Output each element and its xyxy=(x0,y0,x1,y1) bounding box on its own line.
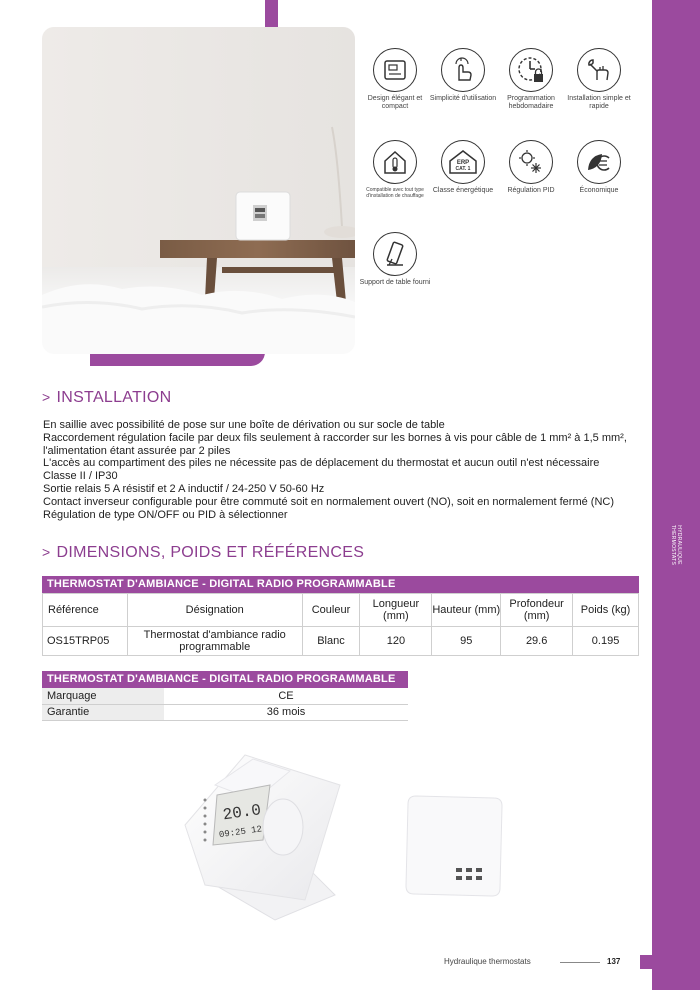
lifestyle-photo xyxy=(42,27,355,354)
cell-weight: 0.195 xyxy=(573,627,639,656)
side-category-label: HYDRAULIQUE THERMOSTATS xyxy=(670,524,682,566)
receiver-product-image xyxy=(400,792,510,902)
erp-label: ERP xyxy=(456,160,470,166)
marking-table xyxy=(42,688,408,721)
feature-pid: Régulation PID xyxy=(495,140,567,195)
clock-lock-icon xyxy=(509,48,553,92)
table-stand-icon xyxy=(373,232,417,276)
cell-length: 120 xyxy=(360,627,432,656)
feature-installation: Installation simple et rapide xyxy=(563,48,635,110)
cell-reference: OS15TRP05 xyxy=(43,627,128,656)
feature-table-stand: Support de table fourni xyxy=(359,232,431,287)
erp-category: CAT. 1 xyxy=(455,166,471,172)
feature-economic: Économique xyxy=(563,140,635,195)
cell-depth: 29.6 xyxy=(501,627,573,656)
installation-line: l'alimentation étant assurée par 2 piles xyxy=(43,444,231,457)
installation-line: En saillie avec possibilité de pose sur une boîte de dérivation ou sur socle de table xyxy=(43,419,445,431)
cell-color: Blanc xyxy=(302,627,360,656)
cell-key: Marquage xyxy=(42,688,164,704)
installation-line: Régulation de type ON/OFF ou PID à sélectionner xyxy=(43,508,288,521)
hand-touch-icon xyxy=(441,48,485,92)
footer-section-title: Hydraulique thermostats xyxy=(444,957,531,966)
spec-table-title: THERMOSTAT D'AMBIANCE - DIGITAL RADIO PROGRAMMABLE xyxy=(42,576,639,593)
cell-designation: Thermostat d'ambiance radio programmable xyxy=(127,627,302,656)
display-temperature: 20.0 xyxy=(221,801,263,825)
installation-heading: > INSTALLATION xyxy=(42,389,172,406)
installation-line: Classe II / IP30 xyxy=(43,470,118,483)
display-time: 09:25 12 xyxy=(218,824,263,841)
table-row xyxy=(42,688,408,704)
cell-height: 95 xyxy=(432,627,501,656)
col-reference: Référence xyxy=(43,594,128,627)
installation-line: Raccordement régulation facile par deux fils seulement à raccorder sur les bornes à vis pour câble de 1 mm² à 1,5 mm², xyxy=(43,431,627,444)
side-bar xyxy=(652,0,700,990)
decorative-accent-top xyxy=(265,0,278,30)
installation-line: Sortie relais 5 A résistif et 2 A inductif / 24-250 V 50-60 Hz xyxy=(43,482,325,495)
spec-table-block xyxy=(42,576,639,656)
erp-class-icon xyxy=(441,140,485,184)
installation-list xyxy=(43,419,648,521)
col-height: Hauteur (mm) xyxy=(432,594,501,627)
feature-programming: Programmation hebdomadaire xyxy=(495,48,567,110)
pid-regulation-icon xyxy=(509,140,553,184)
installation-line: Contact inverseur configurable pour être commuté soit en normalement ouvert (NO), soit en normalement fermé (NC) xyxy=(43,495,615,508)
feature-compatibility: Compatible avec tout type d'installation de chauffage xyxy=(359,140,431,199)
cell-value: CE xyxy=(164,688,408,704)
euro-leaf-icon xyxy=(577,140,621,184)
feature-simplicity: Simplicité d'utilisation xyxy=(427,48,499,103)
compact-thermostat-icon xyxy=(373,48,417,92)
table-row xyxy=(42,704,408,720)
marking-table-title: THERMOSTAT D'AMBIANCE - DIGITAL RADIO PROGRAMMABLE xyxy=(42,671,408,688)
side-bar-tab xyxy=(640,955,654,969)
wrench-hand-icon xyxy=(577,48,621,92)
cell-value: 36 mois xyxy=(164,704,408,720)
feature-energy-class: ERP CAT. 1 Classe énergétique xyxy=(427,140,499,195)
house-thermometer-icon xyxy=(373,140,417,184)
footer-divider xyxy=(560,962,600,963)
spec-table xyxy=(42,593,639,656)
col-designation: Désignation xyxy=(127,594,302,627)
feature-design: Design élégant et compact xyxy=(359,48,431,110)
col-color: Couleur xyxy=(302,594,360,627)
col-length: Longueur (mm) xyxy=(360,594,432,627)
table-row xyxy=(43,627,639,656)
cell-key: Garantie xyxy=(42,704,164,720)
installation-line: L'accès au compartiment des piles ne nécessite pas de déplacement du thermostat et aucun outil n'est nécessaire xyxy=(43,457,600,470)
page-number: 137 xyxy=(607,957,621,966)
marking-table-block xyxy=(42,671,408,721)
col-weight: Poids (kg) xyxy=(573,594,639,627)
thermostat-product-image xyxy=(175,745,350,925)
col-depth: Profondeur (mm) xyxy=(501,594,573,627)
dimensions-heading: > DIMENSIONS, POIDS ET RÉFÉRENCES xyxy=(42,544,365,561)
